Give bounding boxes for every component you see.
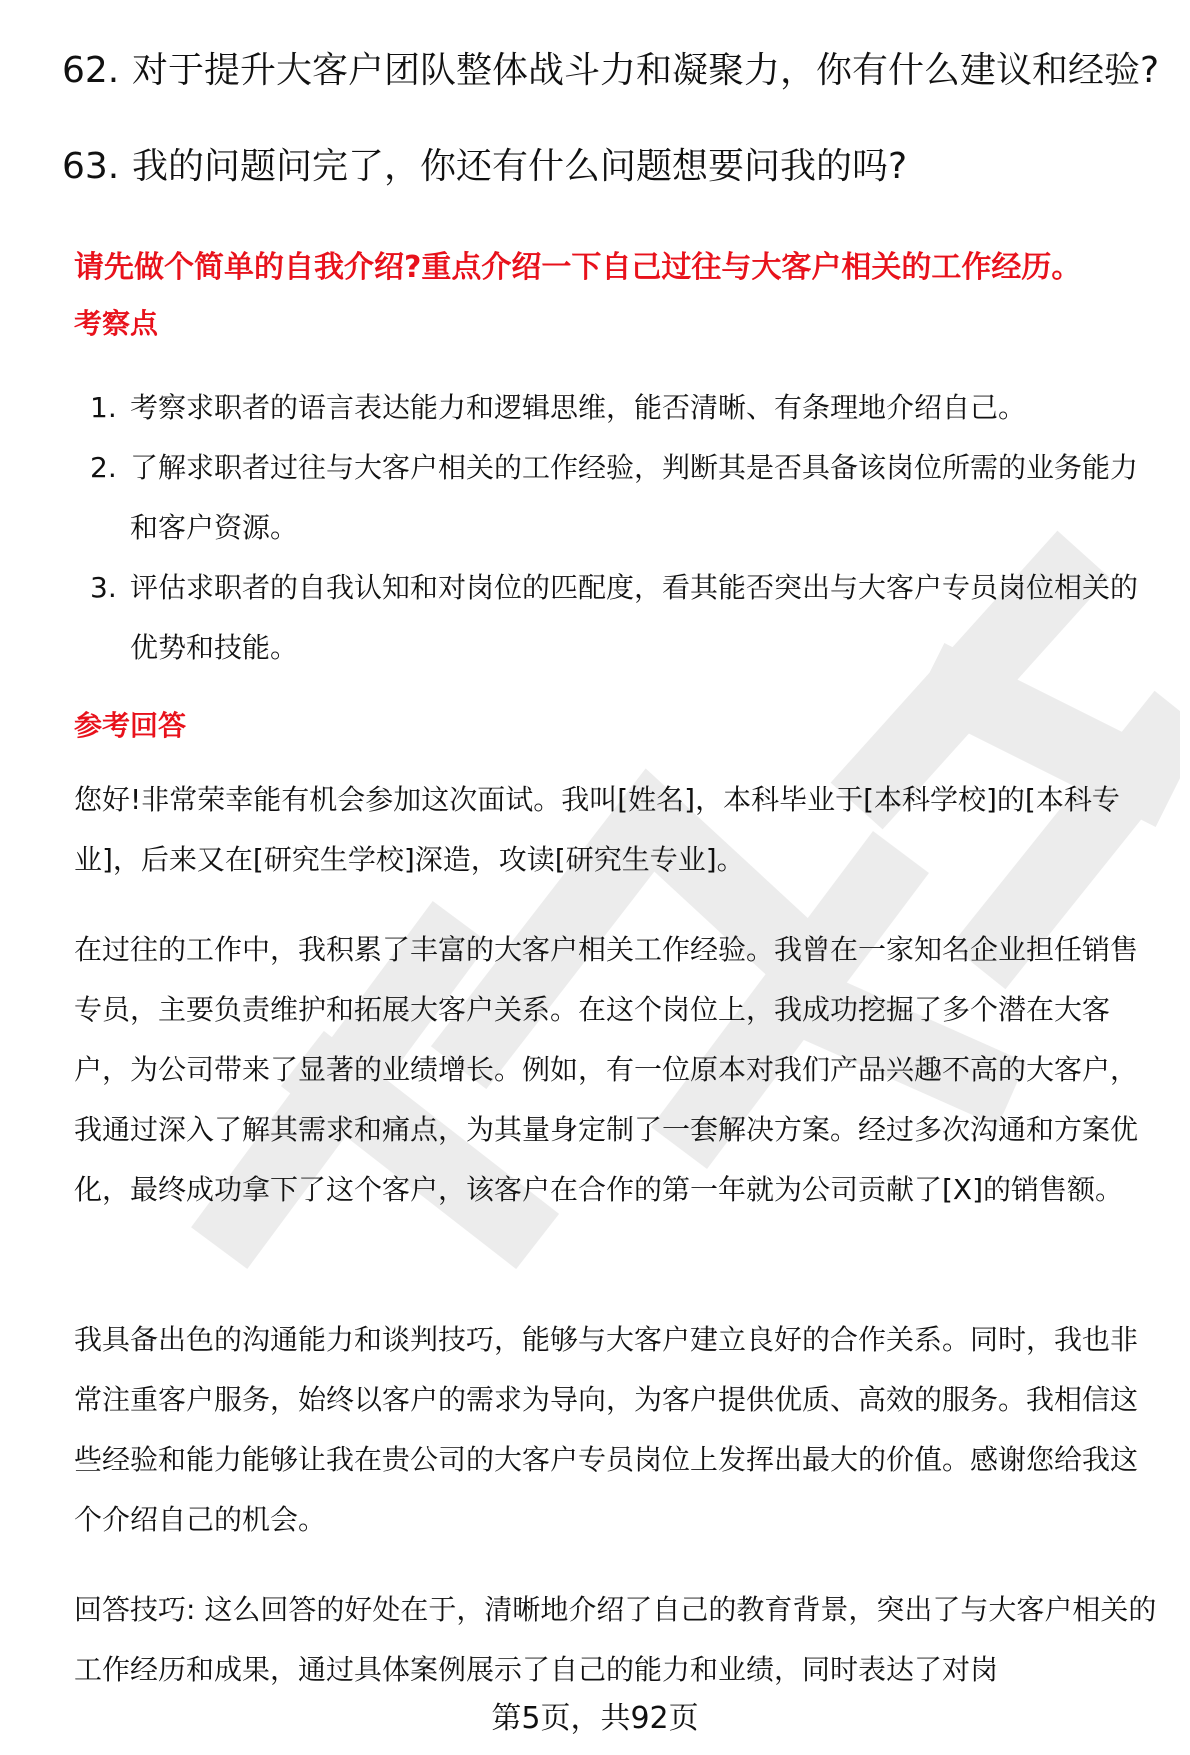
answer-paragraph-intro: 您好!非常荣幸能有机会参加这次面试。我叫[姓名]，本科毕业于[本科学校]的[本科专业]，后来又在[研究生学校]深造，攻读[研究生专业]。 bbox=[74, 783, 1120, 876]
list-item bbox=[74, 558, 1164, 678]
question-text: 对于提升大客户团队整体战斗力和凝聚力，你有什么建议和经验? bbox=[132, 50, 1160, 91]
page-number: 第5页，共92页 bbox=[491, 1701, 699, 1736]
list-item-text: 考察求职者的语言表达能力和逻辑思维，能否清晰、有条理地介绍自己。 bbox=[130, 391, 1027, 424]
list-item bbox=[74, 378, 1164, 438]
answer-tips: 回答技巧: 这么回答的好处在于，清晰地介绍了自己的教育背景，突出了与大客户相关的工作经历和成果，通过具体案例展示了自己的能力和业绩，同时表达了对岗 bbox=[74, 1593, 1157, 1686]
answer-paragraph-abilities: 我具备出色的沟通能力和谈判技巧，能够与大客户建立良好的合作关系。同时，我也非常注重客户服务，始终以客户的需求为导向，为客户提供优质、高效的服务。我相信这些经验和能力能够让我在贵公司的大客户专员岗位上发挥出最大的价值。感谢您给我这个介绍自己的机会。 bbox=[74, 1323, 1139, 1536]
question-text: 我的问题问完了，你还有什么问题想要问我的吗? bbox=[132, 146, 908, 187]
list-item-text: 评估求职者的自我认知和对岗位的匹配度，看其能否突出与大客户专员岗位相关的优势和技能。 bbox=[130, 571, 1139, 664]
list-item-number: 1. bbox=[90, 391, 117, 424]
list-item-text: 了解求职者过往与大客户相关的工作经验，判断其是否具备该岗位所需的业务能力和客户资源。 bbox=[130, 451, 1139, 544]
list-item bbox=[74, 438, 1164, 558]
answer-heading: 参考回答 bbox=[74, 709, 187, 742]
question-number: 63. bbox=[62, 146, 120, 187]
question-number: 62. bbox=[62, 50, 120, 91]
exam-points-list bbox=[74, 378, 1164, 678]
exam-points-heading: 考察点 bbox=[74, 307, 159, 340]
answer-paragraph-experience: 在过往的工作中，我积累了丰富的大客户相关工作经验。我曾在一家知名企业担任销售专员，主要负责维护和拓展大客户关系。在这个岗位上，我成功挖掘了多个潜在大客户，为公司带来了显著的业绩增长。例如，有一位原本对我们产品兴趣不高的大客户，我通过深入了解其需求和痛点，为其量身定制了一套解决方案。经过多次沟通和方案优化，最终成功拿下了这个客户，该客户在合作的第一年就为公司贡献了[X]的销售额。 bbox=[74, 933, 1139, 1206]
list-item-number: 3. bbox=[90, 571, 117, 604]
section-title: 请先做个简单的自我介绍?重点介绍一下自己过往与大客户相关的工作经历。 bbox=[74, 250, 1082, 285]
list-item-number: 2. bbox=[90, 451, 117, 484]
